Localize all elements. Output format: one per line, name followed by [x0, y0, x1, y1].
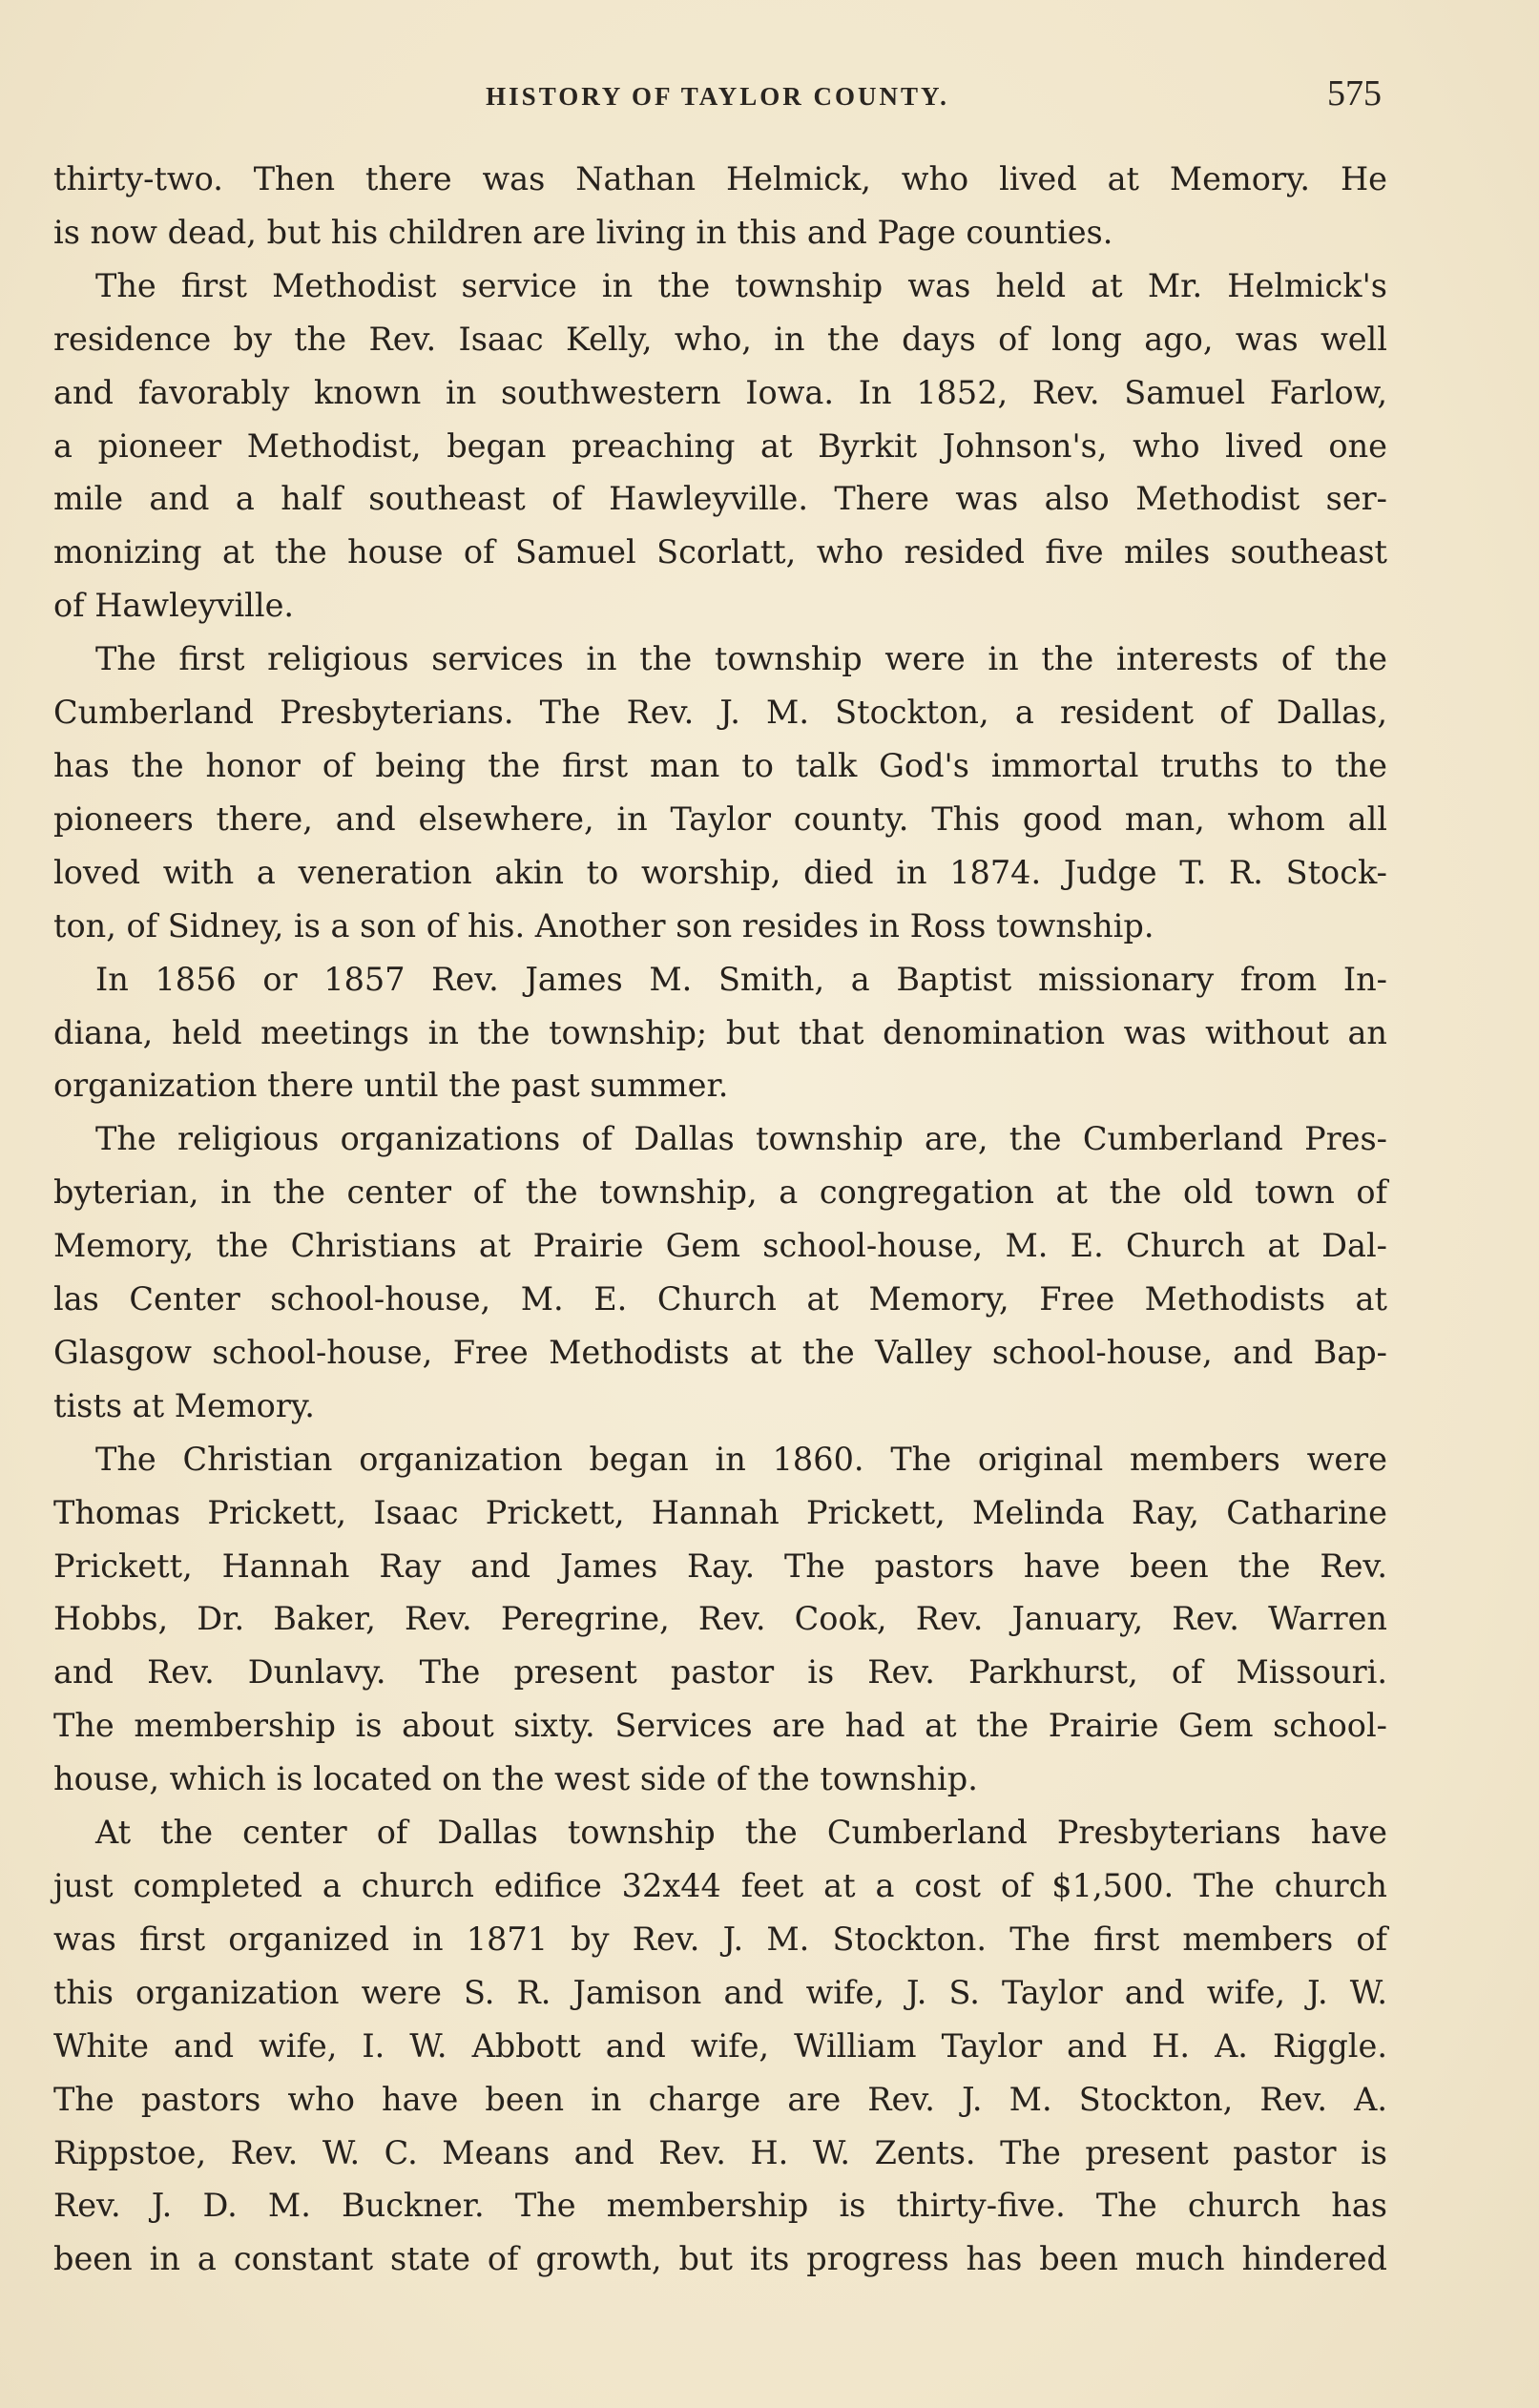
text-line: residence by the Rev. Isaac Kelly, who, in the days of long ago, was well — [53, 320, 1387, 358]
text-line: diana, held meetings in the township; but that denomination was without an — [53, 1013, 1387, 1051]
paragraph — [53, 1806, 1387, 2286]
text-line: just completed a church edifice 32x44 feet at a cost of $1,500. The church — [53, 1867, 1387, 1904]
text-line: The first Methodist service in the township was held at Mr. Helmick's — [95, 266, 1387, 304]
text-line: thirty-two. Then there was Nathan Helmick, who lived at Memory. He — [53, 160, 1387, 197]
text-line: byterian, in the center of the township, a congregation at the old town of — [53, 1173, 1387, 1212]
text-line: Rippstoe, Rev. W. C. Means and Rev. H. W. Zents. The present pastor is — [53, 2133, 1387, 2171]
text-line: mile and a half southeast of Hawleyville. There was also Methodist ser- — [53, 480, 1387, 518]
text-line: las Center school-house, M. E. Church at Memory, Free Methodists at — [53, 1280, 1387, 1318]
text-line: and favorably known in southwestern Iowa. In 1852, Rev. Samuel Farlow, — [53, 373, 1387, 411]
text-line: The membership is about sixty. Services are had at the Prairie Gem school- — [53, 1707, 1387, 1745]
text-line: of Hawleyville. — [53, 587, 295, 625]
text-line: this organization were S. R. Jamison and wife, J. S. Taylor and wife, J. W. — [53, 1973, 1387, 2011]
paragraph — [53, 153, 1387, 259]
paragraph — [53, 259, 1387, 633]
text-line: was first organized in 1871 by Rev. J. M. Stockton. The first members of — [53, 1920, 1387, 1958]
text-line: monizing at the house of Samuel Scorlatt, who resided five miles southeast — [53, 533, 1387, 571]
text-line: pioneers there, and elsewhere, in Taylor county. This good man, whom all — [53, 799, 1387, 838]
text-line: tists at Memory. — [53, 1386, 315, 1424]
text-line: The Christian organization began in 1860. The original members were — [95, 1440, 1387, 1478]
text-line: Cumberland Presbyterians. The Rev. J. M. Stockton, a resident of Dallas, — [53, 694, 1387, 732]
text-line: Thomas Prickett, Isaac Prickett, Hannah Prickett, Melinda Ray, Catharine — [53, 1493, 1387, 1531]
text-line: been in a constant state of growth, but its progress has been much hindered — [53, 2240, 1387, 2278]
text-line: and Rev. Dunlavy. The present pastor is Rev. Parkhurst, of Missouri. — [53, 1653, 1387, 1692]
text-line: Memory, the Christians at Prairie Gem school-house, M. E. Church at Dal- — [53, 1227, 1387, 1265]
text-line: house, which is located on the west side of the township. — [53, 1760, 978, 1798]
text-line: Glasgow school-house, Free Methodists at the Valley school-house, and Bap- — [53, 1333, 1387, 1371]
text-line: The first religious services in the township were in the interests of the — [95, 640, 1387, 678]
text-line: Prickett, Hannah Ray and James Ray. The pastors have been the Rev. — [53, 1547, 1387, 1585]
text-line: loved with a veneration akin to worship, died in 1874. Judge T. R. Stock- — [53, 853, 1387, 891]
text-line: is now dead, but his children are living in this and Page counties. — [53, 213, 1113, 251]
running-title: HISTORY OF TAYLOR COUNTY. — [486, 82, 949, 111]
page-header — [53, 73, 1382, 130]
text-line: a pioneer Methodist, began preaching at Byrkit Johnson's, who lived one — [53, 426, 1387, 465]
paragraph — [53, 1112, 1387, 1432]
text-line: The pastors who have been in charge are Rev. J. M. Stockton, Rev. A. — [53, 2080, 1387, 2118]
body-text — [53, 153, 1387, 2286]
paragraph — [53, 1433, 1387, 1806]
text-line: At the center of Dallas township the Cumberland Presbyterians have — [95, 1814, 1387, 1852]
text-line: has the honor of being the first man to talk God's immortal truths to the — [53, 746, 1387, 784]
text-line: White and wife, I. W. Abbott and wife, William Taylor and H. A. Riggle. — [53, 2026, 1387, 2065]
paragraph — [53, 633, 1387, 952]
text-line: The religious organizations of Dallas township are, the Cumberland Pres- — [95, 1120, 1387, 1158]
text-line: organization there until the past summer. — [53, 1067, 729, 1105]
paragraph — [53, 953, 1387, 1113]
page-number: 575 — [1327, 73, 1382, 114]
text-line: ton, of Sidney, is a son of his. Another son resides in Ross township. — [53, 906, 1154, 945]
text-line: Hobbs, Dr. Baker, Rev. Peregrine, Rev. Cook, Rev. January, Rev. Warren — [53, 1600, 1387, 1638]
text-line: In 1856 or 1857 Rev. James M. Smith, a Baptist missionary from In- — [95, 960, 1387, 998]
text-line: Rev. J. D. M. Buckner. The membership is thirty-five. The church has — [53, 2187, 1387, 2225]
